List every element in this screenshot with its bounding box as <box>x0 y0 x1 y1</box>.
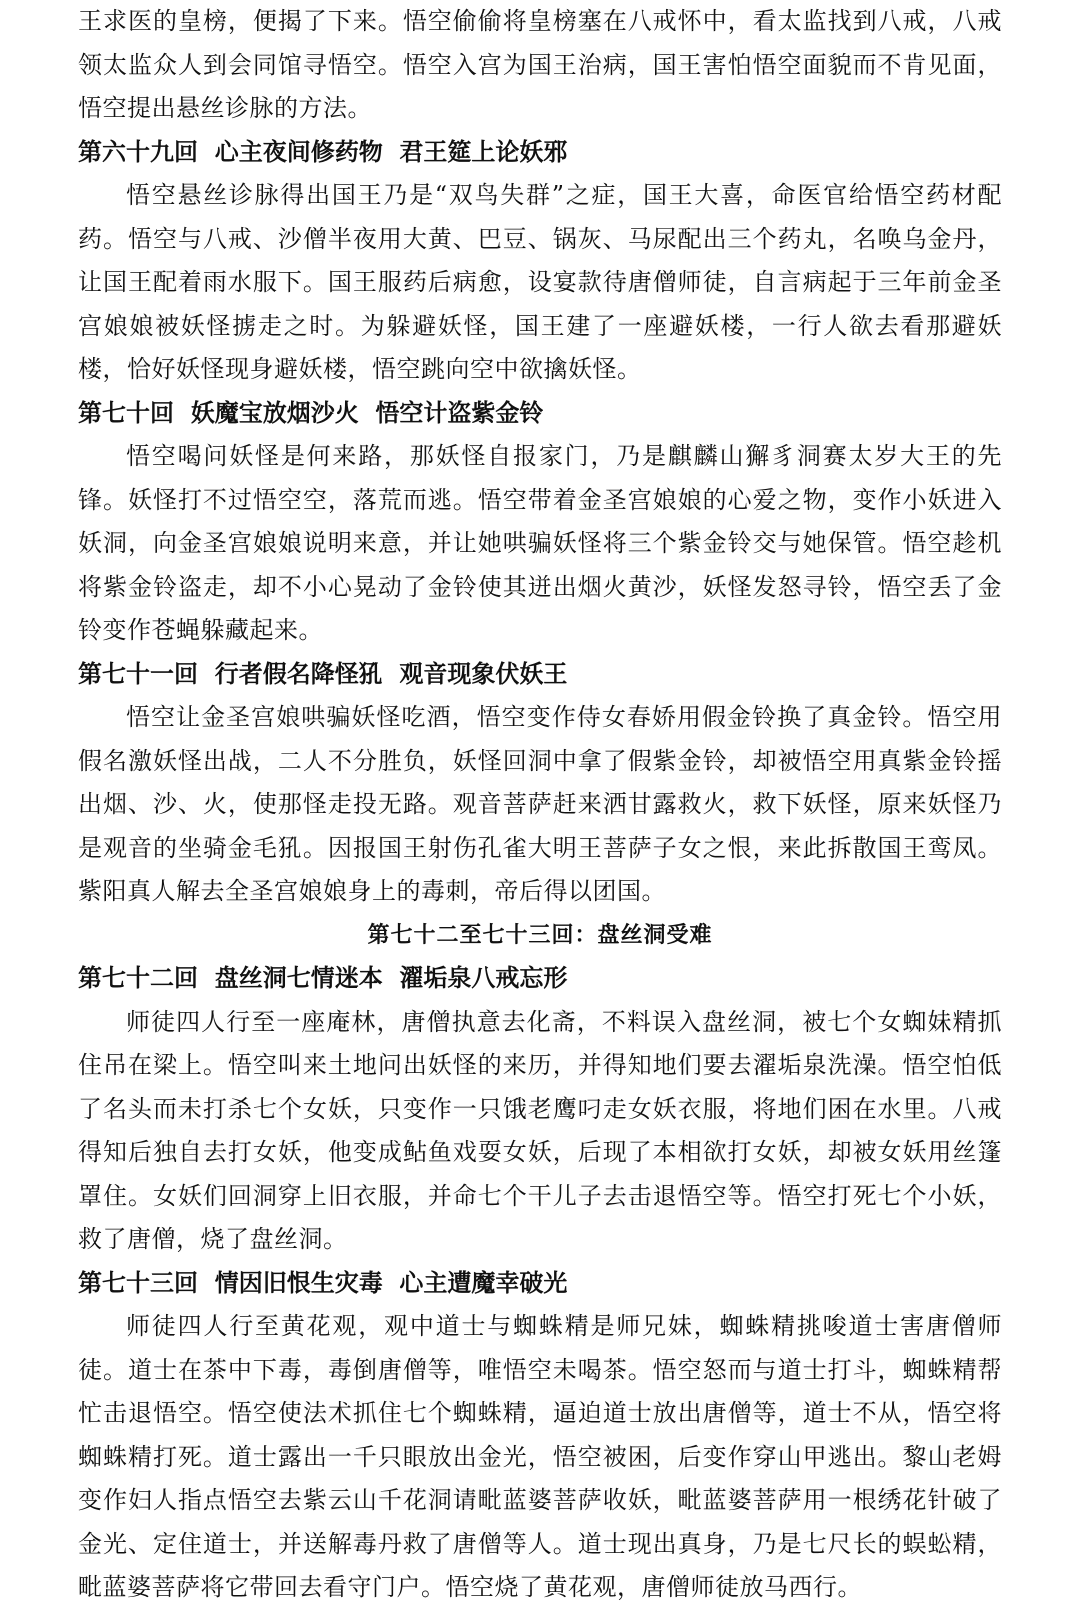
paragraph-intro: 王求医的皇榜，便揭了下来。悟空偷偷将皇榜塞在八戒怀中，看太监找到八戒，八戒领太监众人到会同馆寻悟空。悟空入宫为国王治病，国王害怕悟空面貌而不肯见面，悟空提出悬丝诊脉的方法。 <box>78 7 1002 122</box>
chapter-73-summary: 师徒四人行至黄花观，观中道士与蜘蛛精是师兄妹，蜘蛛精挑唆道士害唐僧师徒。道士在茶中下毒，毒倒唐僧等，唯悟空未喝茶。悟空怒而与道士打斗，蜘蛛精帮忙击退悟空。悟空使法术抓住七个蜘蛛精，逼迫道士放出唐僧等，道士不从，悟空将蜘蛛精打死。道士露出一千只眼放出金光，悟空被困，后变作穿山甲逃出。黎山老姆变作妇人指点悟空去紫云山千花洞请毗蓝婆菩萨收妖，毗蓝婆菩萨用一根绣花针破了金光、定住道士，并送解毒丹救了唐僧等人。道士现出真身，乃是七尺长的蜈蚣精，毗蓝婆菩萨将它带回去看守门户。悟空烧了黄花观，唐僧师徒放马西行。 <box>78 1312 1002 1601</box>
document-page <box>78 0 1002 1610</box>
chapter-70-summary: 悟空喝问妖怪是何来路，那妖怪自报家门，乃是麒麟山獬豸洞赛太岁大王的先锋。妖怪打不过悟空空，落荒而逃。悟空带着金圣宫娘娘的心爱之物，变作小妖进入妖洞，向金圣宫娘娘说明来意，并让她哄骗妖怪将三个紫金铃交与她保管。悟空趁机将紫金铃盗走，却不小心晃动了金铃使其迸出烟火黄沙，妖怪发怒寻铃，悟空丢了金铃变作苍蝇躲藏起来。 <box>78 442 1002 644</box>
chapter-69-summary: 悟空悬丝诊脉得出国王乃是“双鸟失群”之症，国王大喜，命医官给悟空药材配药。悟空与八戒、沙僧半夜用大黄、巴豆、锅灰、马尿配出三个药丸，名唤乌金丹，让国王配着雨水服下。国王服药后病愈，设宴款待唐僧师徒，自言病起于三年前金圣宫娘娘被妖怪掳走之时。为躲避妖怪，国王建了一座避妖楼，一行人欲去看那避妖楼，恰好妖怪现身避妖楼，悟空跳向空中欲擒妖怪。 <box>78 181 1002 383</box>
section-title: 第七十二至七十三回：盘丝洞受难 <box>367 922 713 948</box>
chapter-72-summary: 师徒四人行至一座庵林，唐僧执意去化斋，不料误入盘丝洞，被七个女蜘妹精抓住吊在梁上。悟空叫来土地问出妖怪的来历，并得知地们要去濯垢泉洗澡。悟空怕低了名头而未打杀七个女妖，只变作一只饿老鹰叼走女妖衣服，将地们困在水里。八戒得知后独自去打女妖，他变成鲇鱼戏耍女妖，后现了本相欲打女妖，却被女妖用丝篷罩住。女妖们回洞穿上旧衣服，并命七个干儿子去击退悟空等。悟空打死七个小妖，救了唐僧，烧了盘丝洞。 <box>78 1007 1002 1253</box>
chapter-73-heading: 第七十三回 情因旧恨生灾毒 心主遭魔幸破光 <box>78 1268 568 1297</box>
chapter-71-heading: 第七十一回 行者假名降怪犼 观音现象伏妖王 <box>78 659 568 688</box>
chapter-72-heading: 第七十二回 盘丝洞七情迷本 濯垢泉八戒忘形 <box>78 964 568 992</box>
chapter-70-heading: 第七十回 妖魔宝放烟沙火 悟空计盗紫金铃 <box>78 398 544 427</box>
chapter-69-heading: 第六十九回 心主夜间修药物 君王筵上论妖邪 <box>78 137 568 166</box>
chapter-71-summary: 悟空让金圣宫娘哄骗妖怪吃酒，悟空变作侍女春娇用假金铃换了真金铃。悟空用假名激妖怪出战，二人不分胜负，妖怪回洞中拿了假紫金铃，却被悟空用真紫金铃摇出烟、沙、火，使那怪走投无路。观音菩萨赶来洒甘露救火，救下妖怪，原来妖怪乃是观音的坐骑金毛犼。因报国王射伤孔雀大明王菩萨子女之恨，来此拆散国王鸾凤。紫阳真人解去全圣宫娘娘身上的毒刺，帝后得以团国。 <box>78 703 1002 905</box>
